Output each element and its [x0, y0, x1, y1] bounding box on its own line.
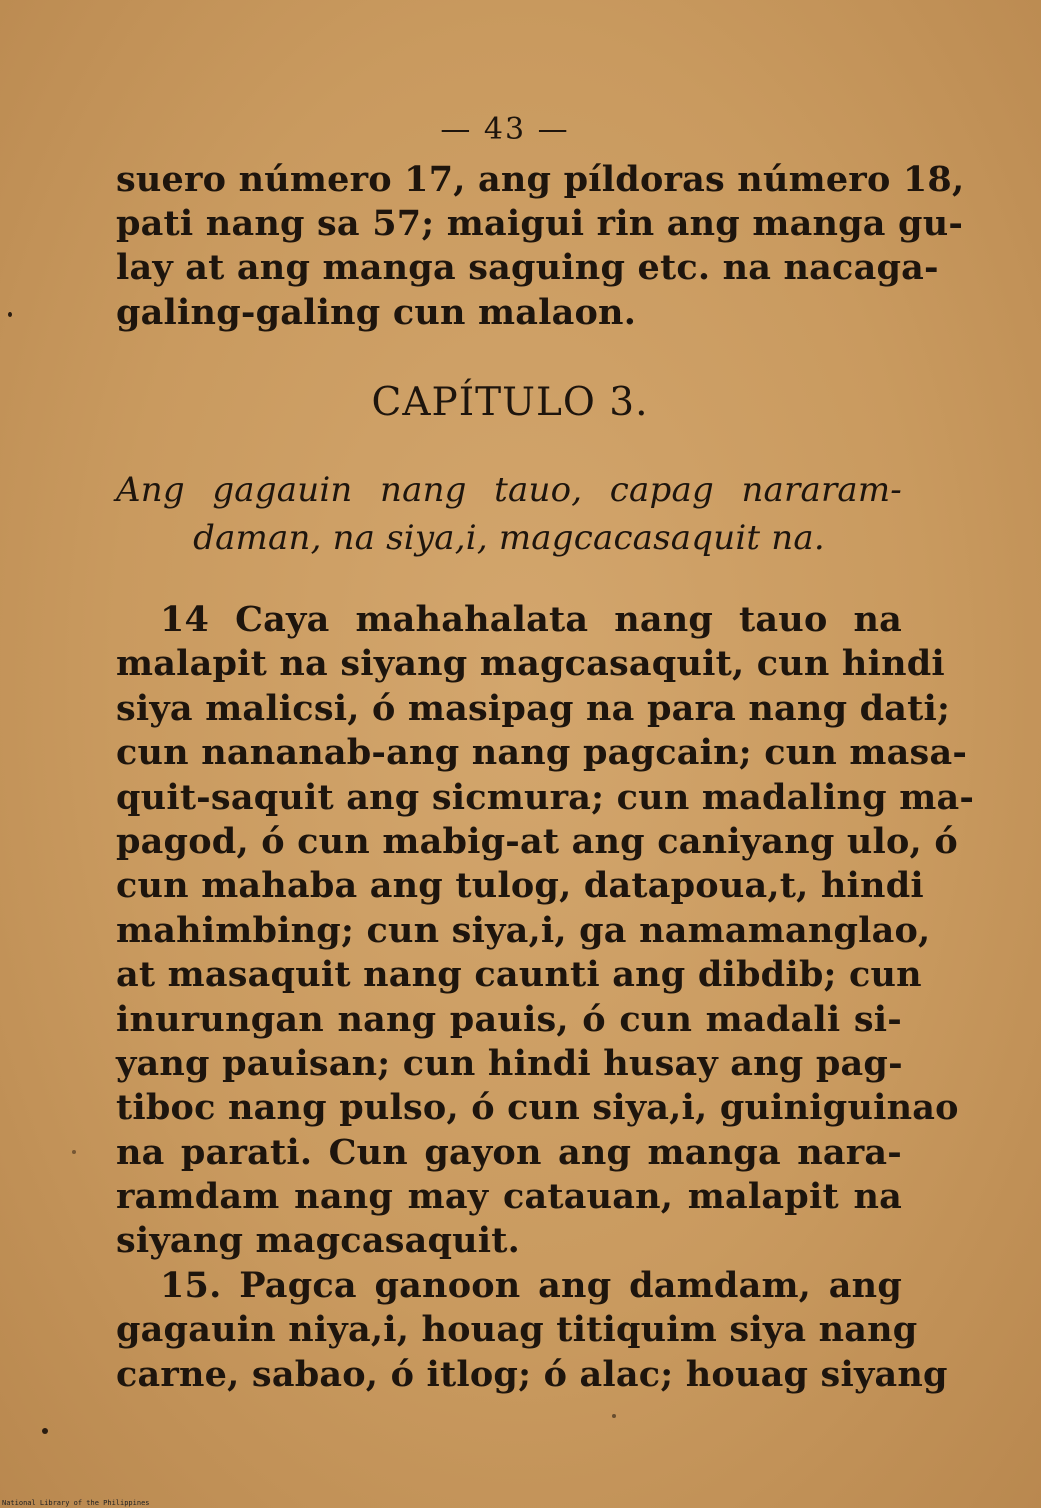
text-line: carne, sabao, ó itlog; ó alac; houag siyang [116, 1353, 948, 1395]
text-line: galing-galing cun malaon. [116, 291, 637, 333]
paper-speck [612, 1414, 616, 1418]
page-number: — 43 — [440, 112, 570, 147]
subtitle-line: daman, na siya,i, magcacasaquit na. [193, 518, 825, 558]
text-line: suero número 17, ang píldoras número 18, [116, 159, 965, 200]
text-line: pagod, ó cun mabig-at ang caniyang ulo, ó [116, 820, 958, 862]
text-line: gagauin niya,i, houag titiquim siya nang [116, 1309, 918, 1351]
text-line: mahimbing; cun siya,i, ga namamanglao, [116, 909, 931, 951]
text-line: inurungan nang pauis, ó cun madali si- [116, 998, 902, 1040]
paper-speck [8, 312, 12, 317]
text-line: at masaquit nang caunti ang dibdib; cun [116, 954, 922, 996]
intro-paragraph [116, 158, 965, 335]
chapter-heading: CAPÍTULO 3. [371, 380, 649, 425]
text-line: 14 Caya mahahalata nang tauo na [160, 599, 902, 640]
paper-speck [72, 1150, 76, 1154]
text-line: na parati. Cun gayon ang manga nara- [116, 1131, 902, 1173]
chapter-subtitle [116, 466, 902, 562]
text-line: lay at ang manga saguing etc. na nacaga- [116, 247, 939, 289]
body-paragraphs [116, 598, 975, 1397]
paper-speck [42, 1428, 48, 1434]
text-line: siya malicsi, ó masipag na para nang dati; [116, 687, 951, 729]
text-line: malapit na siyang magcasaquit, cun hindi [116, 643, 945, 685]
text-line: siyang magcasaquit. [116, 1220, 521, 1262]
text-line: ramdam nang may catauan, malapit na [116, 1176, 902, 1218]
text-line: cun mahaba ang tulog, datapoua,t, hindi [116, 865, 924, 907]
text-line: cun nananab-ang nang pagcain; cun masa- [116, 732, 968, 774]
footer-credit: National Library of the Philippines [2, 1499, 150, 1507]
text-line: pati nang sa 57; maigui rin ang manga gu- [116, 203, 964, 245]
subtitle-line: Ang gagauin nang tauo, capag nararam- [116, 470, 902, 510]
text-line: tiboc nang pulso, ó cun siya,i, guiniguinao [116, 1087, 959, 1129]
text-line: 15. Pagca ganoon ang damdam, ang [160, 1264, 902, 1306]
text-line: yang pauisan; cun hindi husay ang pag- [116, 1042, 903, 1084]
text-line: quit-saquit ang sicmura; cun madaling ma- [116, 776, 975, 818]
